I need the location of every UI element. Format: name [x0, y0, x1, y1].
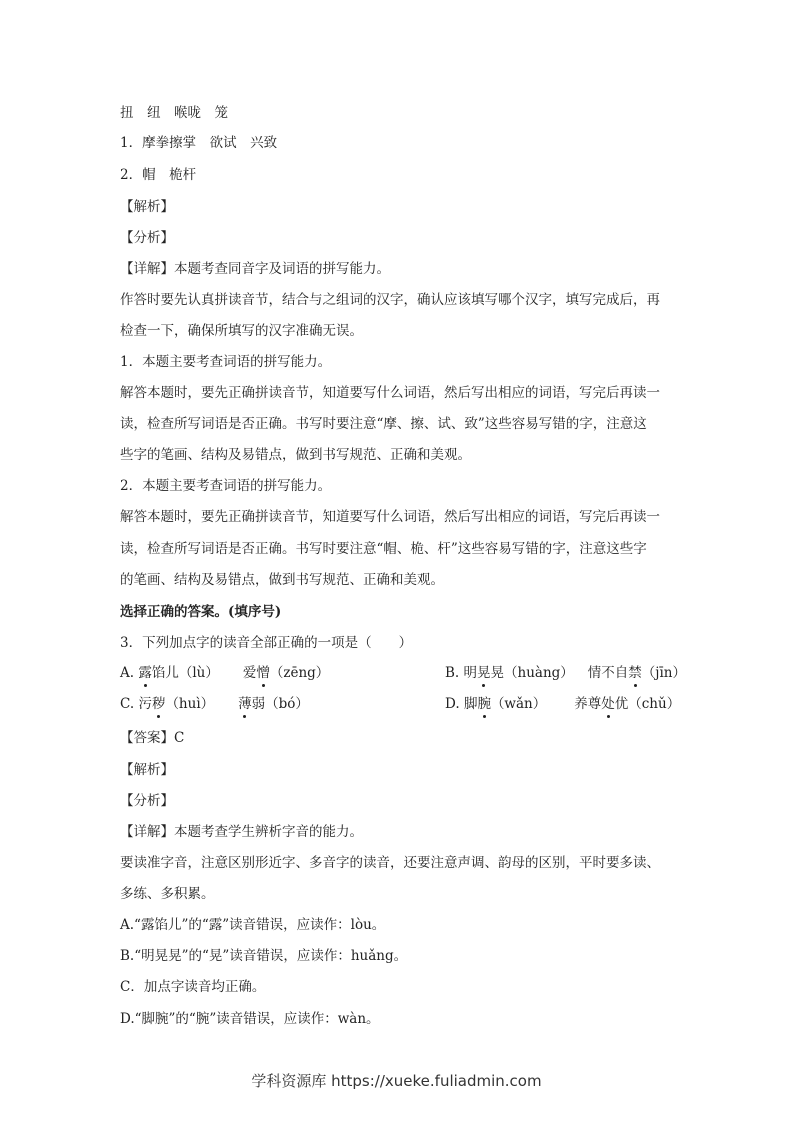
text-line: 2．本题主要考查词语的拼写能力。 [120, 478, 332, 494]
text-line: 2．帽 桅杆 [120, 167, 197, 183]
dotted-char: 露 [138, 665, 152, 681]
option-text: （wǎn） [490, 696, 547, 712]
text-line: B.“明晃晃”的“晃”读音错误，应读作：huǎng。 [120, 948, 408, 964]
text-line: A.“露馅儿”的“露”读音错误，应读作：lòu。 [120, 917, 386, 933]
option-a [120, 664, 329, 682]
text-line: 作答时要先认真拼读音节，结合与之组词的汉字，确认应该填写哪个汉字，填写完成后，再 [120, 292, 660, 308]
text-line: 1．本题主要考查词语的拼写能力。 [120, 354, 332, 370]
option-text: 馅儿（lù） [151, 665, 219, 681]
text-line: 要读准字音，注意区别形近字、多音字的读音，还要注意声调、韵母的区别，平时要多读、 [120, 855, 660, 871]
option-d [445, 695, 680, 713]
option-text: 爱 [242, 665, 257, 681]
dotted-char: 秽 [151, 696, 166, 712]
dotted-char: 憎 [256, 665, 270, 681]
text-line: 的笔画、结构及易错点，做到书写规范、正确和美观。 [120, 572, 444, 588]
option-text: 污 [138, 696, 152, 712]
dotted-char: 腕 [477, 696, 491, 712]
footer-watermark: 学科资源库 https://xueke.fuliadmin.com [251, 1072, 542, 1090]
section-label: 【分析】 [120, 793, 174, 809]
option-text: 晃（huàng） [490, 665, 574, 681]
section-label: 【解析】 [120, 762, 174, 778]
text-line: 些字的笔画、结构及易错点，做到书写规范、正确和美观。 [120, 447, 471, 463]
text-line: 多练、多积累。 [120, 886, 215, 902]
text-line: 【详解】本题考查学生辨析字音的能力。 [120, 824, 363, 840]
option-c [120, 695, 309, 713]
text-line: 解答本题时，要先正确拼读音节，知道要写什么词语，然后写出相应的词语，写完后再读一 [120, 385, 660, 401]
text-line: 检查一下，确保所填写的汉字准确无误。 [120, 323, 363, 339]
text-line: 读，检查所写词语是否正确。书写时要注意“帽、桅、杆”这些容易写错的字，注意这些字 [120, 541, 647, 557]
option-label: B. [445, 665, 460, 681]
option-text: 明 [463, 665, 478, 681]
option-b [445, 664, 686, 682]
dotted-char: 禁 [628, 665, 642, 681]
option-text: （huì） [165, 696, 215, 712]
option-text: （jīn） [641, 665, 686, 681]
option-label: D. [445, 696, 460, 712]
text-line: D.“脚腕”的“腕”读音错误，应读作：wàn。 [120, 1011, 380, 1027]
question-stem: 3．下列加点字的读音全部正确的一项是（ ） [120, 635, 413, 651]
text-line: 扭 纽 喉咙 笼 [120, 105, 228, 121]
option-text: 弱（bó） [251, 696, 309, 712]
answer-line: 【答案】C [120, 730, 185, 746]
text-line: 读，检查所写词语是否正确。书写时要注意“摩、擦、试、致”这些容易写错的字，注意这 [120, 416, 647, 432]
option-text: 养尊 [574, 696, 602, 712]
dotted-char: 薄 [238, 696, 252, 712]
question-heading: 选择正确的答案。(填序号) [120, 604, 282, 620]
text-line: C．加点字读音均正确。 [120, 979, 266, 995]
text-line: 解答本题时，要先正确拼读音节，知道要写什么词语，然后写出相应的词语，写完后再读一 [120, 509, 660, 525]
section-label: 【分析】 [120, 230, 174, 246]
dotted-char: 处 [601, 696, 615, 712]
text-line: 【详解】本题考查同音字及词语的拼写能力。 [120, 261, 390, 277]
dotted-char: 晃 [477, 665, 491, 681]
option-text: 脚 [463, 696, 478, 712]
option-text: （zēng） [269, 665, 330, 681]
text-line: 1．摩拳擦掌 欲试 兴致 [120, 135, 278, 151]
option-text: 情不自 [587, 665, 629, 681]
option-label: A. [120, 665, 135, 681]
option-label: C. [120, 696, 135, 712]
option-text: 优（chǔ） [614, 696, 681, 712]
section-label: 【解析】 [120, 199, 174, 215]
